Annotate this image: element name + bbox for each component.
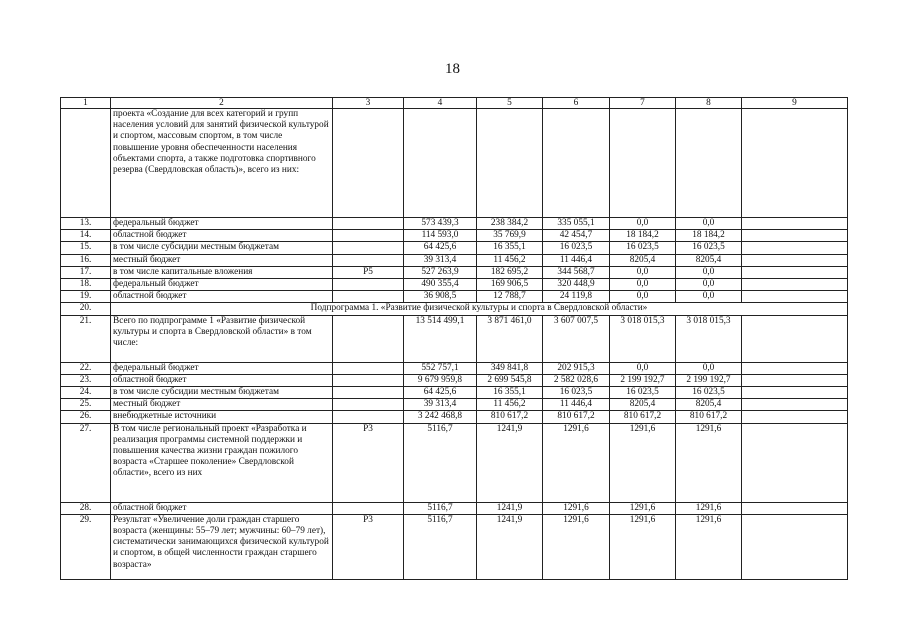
value-cell-col6: 16 023,5 (543, 387, 610, 399)
value-cell-col6 (543, 109, 610, 218)
table-row (61, 230, 848, 242)
value-cell-col9 (742, 315, 848, 362)
value-cell-col4: 64 425,6 (404, 387, 477, 399)
value-cell-col5: 3 871 461,0 (477, 315, 543, 362)
value-cell-col6: 1291,6 (543, 423, 610, 502)
value-cell-col8: 0,0 (676, 279, 742, 291)
column-header: 6 (543, 98, 610, 109)
row-number-cell: 18. (61, 279, 111, 291)
value-cell-col8: 810 617,2 (676, 411, 742, 423)
value-cell-col7: 810 617,2 (610, 411, 676, 423)
value-cell-col8: 0,0 (676, 218, 742, 230)
description-cell: областной бюджет (111, 374, 333, 386)
value-cell-col6: 202 915,3 (543, 362, 610, 374)
row-number-cell: 21. (61, 315, 111, 362)
description-cell: областной бюджет (111, 502, 333, 514)
value-cell-col7: 1291,6 (610, 502, 676, 514)
value-cell-col7: 1291,6 (610, 423, 676, 502)
value-cell-col6: 335 055,1 (543, 218, 610, 230)
value-cell-col6: 24 119,8 (543, 291, 610, 303)
subprogram-title: Подпрограмма 1. «Развитие физической культуры и спорта в Свердловской области» (111, 303, 848, 315)
value-cell-col4: 64 425,6 (404, 242, 477, 254)
value-cell-col8: 16 023,5 (676, 387, 742, 399)
value-cell-col4: 5116,7 (404, 502, 477, 514)
table-row (61, 502, 848, 514)
value-cell-col9 (742, 266, 848, 278)
value-cell-col5: 1241,9 (477, 423, 543, 502)
value-cell-col8: 1291,6 (676, 423, 742, 502)
row-number-cell: 29. (61, 514, 111, 579)
value-cell-col4: 36 908,5 (404, 291, 477, 303)
value-cell-col8: 0,0 (676, 291, 742, 303)
code-cell (333, 242, 404, 254)
code-cell (333, 502, 404, 514)
value-cell-col9 (742, 387, 848, 399)
value-cell-col9 (742, 218, 848, 230)
value-cell-col7: 3 018 015,3 (610, 315, 676, 362)
value-cell-col7: 8205,4 (610, 254, 676, 266)
value-cell-col5 (477, 109, 543, 218)
value-cell-col7 (610, 109, 676, 218)
description-cell: федеральный бюджет (111, 279, 333, 291)
value-cell-col7: 0,0 (610, 291, 676, 303)
table-row (61, 387, 848, 399)
value-cell-col5: 16 355,1 (477, 242, 543, 254)
value-cell-col8: 18 184,2 (676, 230, 742, 242)
table-row (61, 254, 848, 266)
value-cell-col7: 16 023,5 (610, 387, 676, 399)
description-cell: областной бюджет (111, 291, 333, 303)
code-cell (333, 387, 404, 399)
row-number-cell: 27. (61, 423, 111, 502)
value-cell-col7: 18 184,2 (610, 230, 676, 242)
column-header: 8 (676, 98, 742, 109)
table-row (61, 399, 848, 411)
code-cell (333, 218, 404, 230)
code-cell: Р3 (333, 514, 404, 579)
description-cell: В том числе региональный проект «Разработка и реализация программы системной поддержки и повышения качества жизни граждан пожилого возраста «Старшее поколение» Свердловской области», всего из них (111, 423, 333, 502)
code-cell: Р5 (333, 266, 404, 278)
table-row (61, 266, 848, 278)
value-cell-col5: 169 906,5 (477, 279, 543, 291)
code-cell (333, 254, 404, 266)
column-header: 5 (477, 98, 543, 109)
value-cell-col9 (742, 254, 848, 266)
value-cell-col6: 2 582 028,6 (543, 374, 610, 386)
value-cell-col7: 1291,6 (610, 514, 676, 579)
table-row (61, 411, 848, 423)
description-cell: федеральный бюджет (111, 218, 333, 230)
value-cell-col6: 810 617,2 (543, 411, 610, 423)
value-cell-col5: 238 384,2 (477, 218, 543, 230)
value-cell-col4: 552 757,1 (404, 362, 477, 374)
column-header: 1 (61, 98, 111, 109)
table-row (61, 109, 848, 218)
value-cell-col8: 16 023,5 (676, 242, 742, 254)
code-cell: Р3 (333, 423, 404, 502)
table-row (61, 279, 848, 291)
value-cell-col5: 349 841,8 (477, 362, 543, 374)
description-cell: местный бюджет (111, 254, 333, 266)
value-cell-col5: 11 456,2 (477, 254, 543, 266)
row-number-cell: 22. (61, 362, 111, 374)
value-cell-col5: 182 695,2 (477, 266, 543, 278)
row-number-cell (61, 109, 111, 218)
code-cell (333, 230, 404, 242)
value-cell-col9 (742, 399, 848, 411)
value-cell-col5: 1241,9 (477, 514, 543, 579)
value-cell-col8: 3 018 015,3 (676, 315, 742, 362)
value-cell-col4: 3 242 468,8 (404, 411, 477, 423)
description-cell: в том числе субсидии местным бюджетам (111, 387, 333, 399)
table-row (61, 218, 848, 230)
value-cell-col7: 16 023,5 (610, 242, 676, 254)
value-cell-col4: 5116,7 (404, 423, 477, 502)
value-cell-col4: 13 514 499,1 (404, 315, 477, 362)
value-cell-col4: 527 263,9 (404, 266, 477, 278)
value-cell-col6: 11 446,4 (543, 399, 610, 411)
value-cell-col5: 1241,9 (477, 502, 543, 514)
description-cell: областной бюджет (111, 230, 333, 242)
value-cell-col4: 490 355,4 (404, 279, 477, 291)
value-cell-col9 (742, 374, 848, 386)
value-cell-col6: 16 023,5 (543, 242, 610, 254)
row-number-cell: 15. (61, 242, 111, 254)
value-cell-col9 (742, 242, 848, 254)
table-row (61, 374, 848, 386)
row-number-cell: 28. (61, 502, 111, 514)
row-number-cell: 25. (61, 399, 111, 411)
table-row (61, 291, 848, 303)
value-cell-col7: 2 199 192,7 (610, 374, 676, 386)
table-row (61, 514, 848, 579)
budget-table (60, 97, 848, 580)
value-cell-col8: 2 199 192,7 (676, 374, 742, 386)
value-cell-col8: 0,0 (676, 266, 742, 278)
value-cell-col4 (404, 109, 477, 218)
value-cell-col4: 114 593,0 (404, 230, 477, 242)
description-cell: в том числе субсидии местным бюджетам (111, 242, 333, 254)
value-cell-col8: 8205,4 (676, 254, 742, 266)
table-row (61, 362, 848, 374)
description-cell: федеральный бюджет (111, 362, 333, 374)
description-cell: местный бюджет (111, 399, 333, 411)
row-number-cell: 14. (61, 230, 111, 242)
code-cell (333, 411, 404, 423)
column-header: 9 (742, 98, 848, 109)
table-row (61, 423, 848, 502)
value-cell-col8: 1291,6 (676, 502, 742, 514)
row-number-cell: 23. (61, 374, 111, 386)
description-cell: Всего по подпрограмме 1 «Развитие физической культуры и спорта в Свердловской области» в том числе: (111, 315, 333, 362)
row-number-cell: 16. (61, 254, 111, 266)
value-cell-col5: 16 355,1 (477, 387, 543, 399)
value-cell-col4: 573 439,3 (404, 218, 477, 230)
value-cell-col4: 9 679 959,8 (404, 374, 477, 386)
table-row (61, 242, 848, 254)
value-cell-col5: 810 617,2 (477, 411, 543, 423)
value-cell-col5: 11 456,2 (477, 399, 543, 411)
description-cell: в том числе капитальные вложения (111, 266, 333, 278)
value-cell-col7: 8205,4 (610, 399, 676, 411)
value-cell-col9 (742, 279, 848, 291)
code-cell (333, 399, 404, 411)
value-cell-col6: 1291,6 (543, 502, 610, 514)
value-cell-col8: 0,0 (676, 362, 742, 374)
description-cell: проекта «Создание для всех категорий и групп населения условий для занятий физической культурой и спортом, массовым спортом, в том числе повышение уровня обеспеченности населения объектами спорта, а также подготовка спортивного резерва (Свердловская область)», всего из них: (111, 109, 333, 218)
value-cell-col6: 320 448,9 (543, 279, 610, 291)
value-cell-col6: 1291,6 (543, 514, 610, 579)
page-number: 18 (445, 61, 460, 77)
value-cell-col9 (742, 291, 848, 303)
description-cell: Результат «Увеличение доли граждан старшего возраста (женщины: 55–79 лет; мужчины: 60–79 лет), систематически занимающихся физической культурой и спортом, в общей численности граждан старшего возраста» (111, 514, 333, 579)
column-header: 3 (333, 98, 404, 109)
value-cell-col7: 0,0 (610, 279, 676, 291)
code-cell (333, 109, 404, 218)
code-cell (333, 362, 404, 374)
value-cell-col9 (742, 423, 848, 502)
value-cell-col8: 8205,4 (676, 399, 742, 411)
value-cell-col9 (742, 514, 848, 579)
value-cell-col9 (742, 362, 848, 374)
value-cell-col9 (742, 109, 848, 218)
row-number-cell: 26. (61, 411, 111, 423)
description-cell: внебюджетные источники (111, 411, 333, 423)
value-cell-col5: 35 769,9 (477, 230, 543, 242)
value-cell-col4: 39 313,4 (404, 254, 477, 266)
value-cell-col8: 1291,6 (676, 514, 742, 579)
value-cell-col4: 39 313,4 (404, 399, 477, 411)
code-cell (333, 279, 404, 291)
value-cell-col6: 3 607 007,5 (543, 315, 610, 362)
row-number-cell: 20. (61, 303, 111, 315)
column-header: 7 (610, 98, 676, 109)
row-number-cell: 13. (61, 218, 111, 230)
value-cell-col9 (742, 230, 848, 242)
code-cell (333, 315, 404, 362)
row-number-cell: 19. (61, 291, 111, 303)
value-cell-col9 (742, 411, 848, 423)
value-cell-col4: 5116,7 (404, 514, 477, 579)
value-cell-col6: 11 446,4 (543, 254, 610, 266)
column-header: 4 (404, 98, 477, 109)
value-cell-col5: 2 699 545,8 (477, 374, 543, 386)
value-cell-col7: 0,0 (610, 362, 676, 374)
value-cell-col5: 12 788,7 (477, 291, 543, 303)
row-number-cell: 17. (61, 266, 111, 278)
value-cell-col6: 344 568,7 (543, 266, 610, 278)
value-cell-col6: 42 454,7 (543, 230, 610, 242)
column-header: 2 (111, 98, 333, 109)
value-cell-col7: 0,0 (610, 266, 676, 278)
table-header-row (61, 98, 848, 109)
value-cell-col7: 0,0 (610, 218, 676, 230)
value-cell-col8 (676, 109, 742, 218)
value-cell-col9 (742, 502, 848, 514)
table-row (61, 315, 848, 362)
code-cell (333, 291, 404, 303)
subprogram-row (61, 303, 848, 315)
code-cell (333, 374, 404, 386)
row-number-cell: 24. (61, 387, 111, 399)
